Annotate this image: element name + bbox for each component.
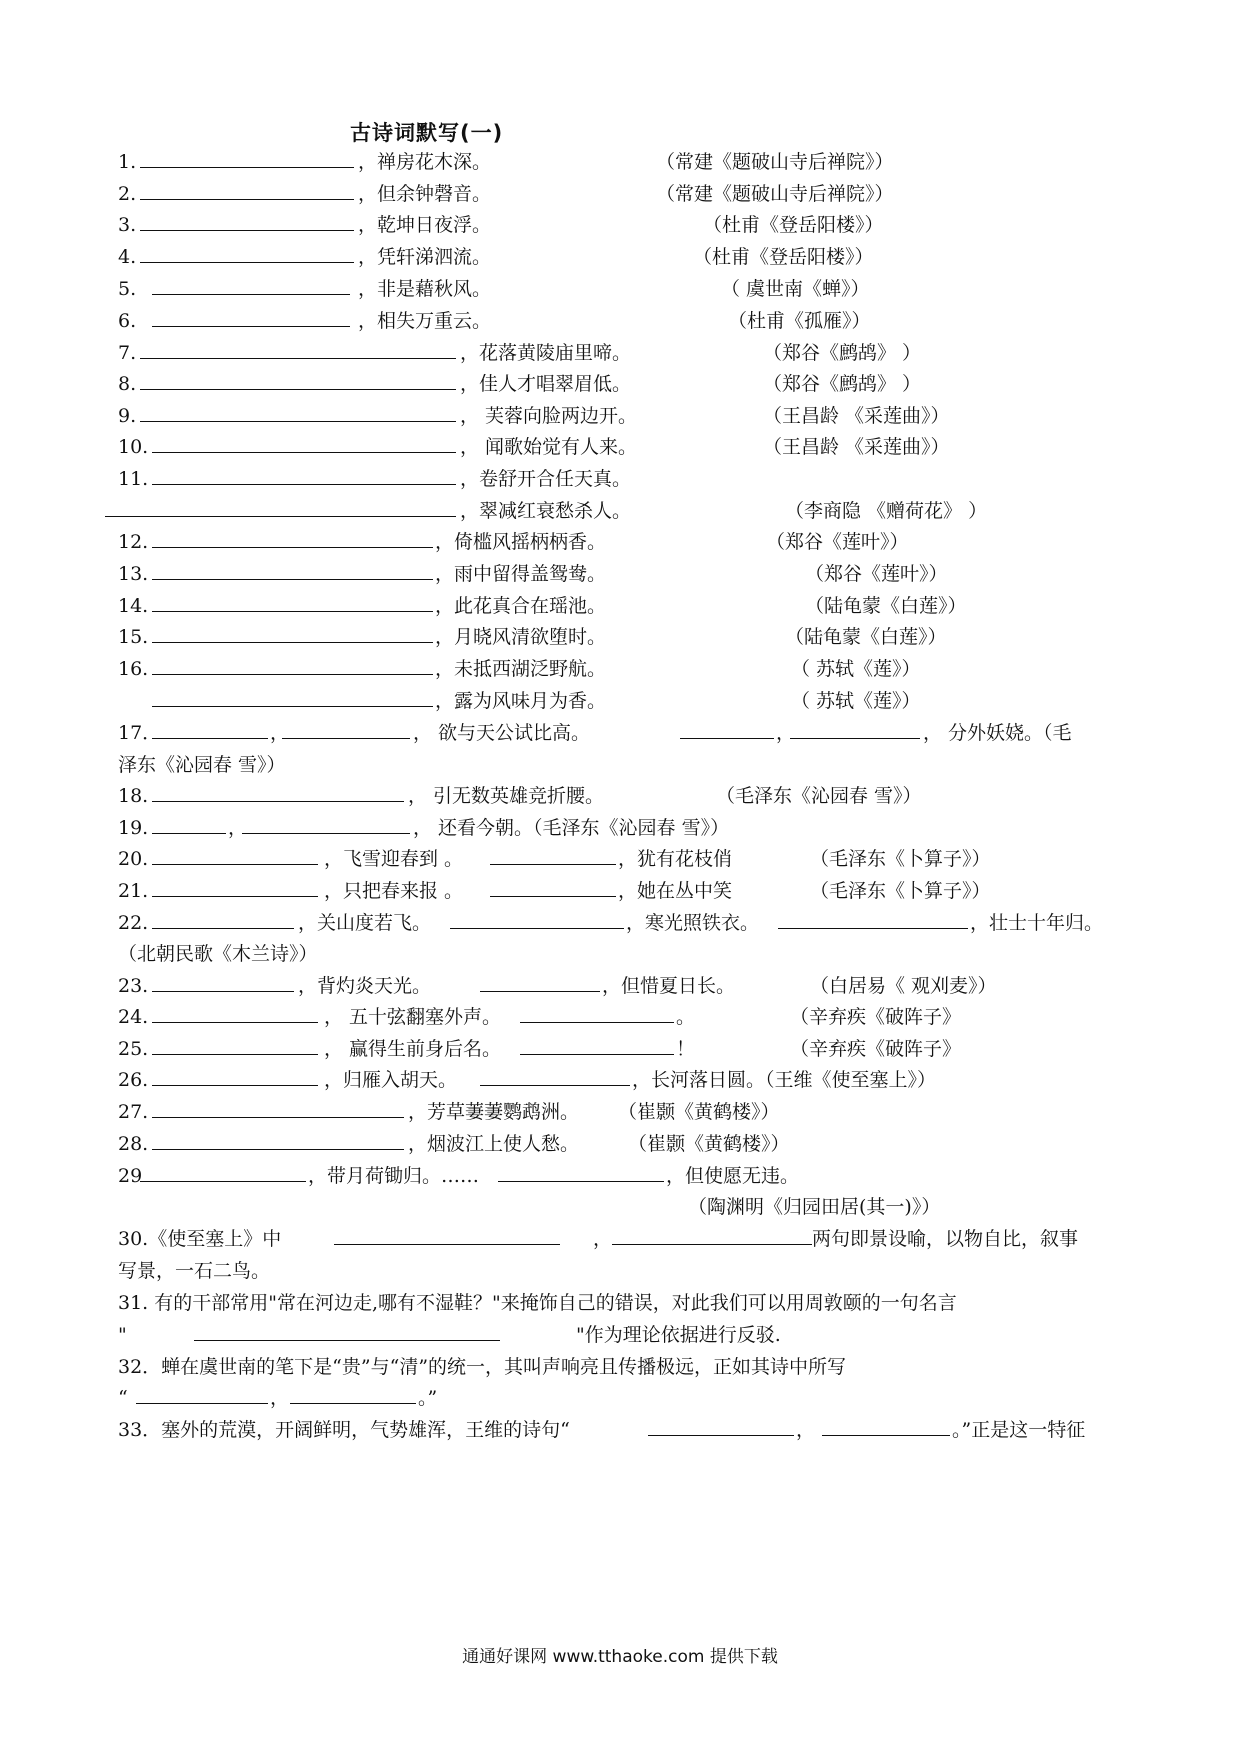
line-text: （ 苏轼《莲》） — [791, 690, 921, 712]
fill-in-blank[interactable] — [140, 389, 456, 390]
line-text: （毛泽东《沁园春 雪》） — [716, 785, 922, 807]
line-text: ，花落黄陵庙里啼。 — [460, 342, 632, 364]
document-title: 古诗词默写(一) — [350, 121, 504, 145]
fill-in-blank[interactable] — [152, 833, 226, 834]
line-text: 两句即景设喻，以物自比，叙事 — [812, 1228, 1079, 1250]
line-text: （王昌龄 《采莲曲》） — [763, 405, 950, 427]
line-text: ，带月荷锄归。…… — [308, 1165, 480, 1187]
line-text: ，犹有花枝俏 — [618, 848, 733, 870]
line-text: 17． — [118, 722, 162, 744]
line-text: ，禅房花木深。 — [358, 151, 492, 173]
line-text: （常建《题破山寺后禅院》） — [656, 151, 894, 173]
fill-in-blank[interactable] — [612, 1244, 812, 1245]
fill-in-blank[interactable] — [822, 1435, 950, 1436]
line-text: ， — [796, 1419, 816, 1441]
line-text: 32．蝉在虞世南的笔下是“贵”与“清”的统一，其叫声响亮且传播极远，正如其诗中所写 — [118, 1356, 847, 1378]
line-text: （崔颢《黄鹤楼》） — [628, 1133, 790, 1155]
exercise-line — [118, 589, 1128, 623]
exercise-line — [118, 874, 1128, 908]
line-text: ， 闻歌始觉有人来。 — [460, 436, 638, 458]
exercise-line — [118, 1063, 1128, 1097]
line-text: ，未抵西湖泛野航。 — [435, 658, 607, 680]
fill-in-blank[interactable] — [140, 262, 354, 263]
line-text: （毛泽东《卜算子》） — [810, 848, 991, 870]
line-text: 11. — [118, 468, 149, 490]
line-text: ，背灼炎天光。 — [298, 975, 432, 997]
fill-in-blank[interactable] — [152, 896, 318, 897]
line-text: "作为理论依据进行反驳. — [576, 1324, 781, 1346]
line-text: ，但使愿无违。 — [666, 1165, 800, 1187]
fill-in-blank[interactable] — [498, 1181, 664, 1182]
line-text: （杜甫《孤雁》） — [728, 310, 871, 332]
line-text: ，关山度若飞。 — [298, 912, 432, 934]
line-text: （毛泽东《卜算子》） — [810, 880, 991, 902]
exercise-line — [118, 304, 1128, 338]
line-text: ，但余钟磬音。 — [358, 183, 492, 205]
exercise-line — [118, 716, 1128, 750]
fill-in-blank[interactable] — [152, 1149, 404, 1150]
exercise-line — [118, 1318, 1128, 1352]
line-text: ， 分外妖娆。（毛 — [923, 722, 1072, 744]
fill-in-blank[interactable] — [778, 928, 968, 929]
line-text: ！ — [676, 1038, 696, 1060]
exercise-line — [118, 1127, 1128, 1161]
line-text: （李商隐 《赠荷花》 ） — [785, 500, 988, 522]
line-text: 2. — [118, 183, 137, 205]
exercise-line — [118, 145, 1128, 179]
line-text: （陆龟蒙《白莲》） — [805, 595, 967, 617]
line-text: （杜甫《登岳阳楼》） — [703, 214, 884, 236]
exercise-line — [118, 652, 1128, 686]
line-text: 33．塞外的荒漠，开阔鲜明，气势雄浑，王维的诗句“ — [118, 1419, 570, 1441]
exercise-line — [118, 1254, 1128, 1288]
line-text: （ 虞世南《蝉》） — [721, 278, 870, 300]
line-text: 8. — [118, 373, 137, 395]
line-text: ，非是藉秋风。 — [358, 278, 492, 300]
line-text: 24. — [118, 1006, 149, 1028]
line-text: 27. — [118, 1101, 149, 1123]
exercise-line — [118, 272, 1128, 306]
line-text: 。 — [676, 1006, 696, 1028]
exercise-line — [118, 430, 1128, 464]
exercise-line — [118, 1413, 1128, 1447]
fill-in-blank[interactable] — [790, 738, 920, 739]
fill-in-blank[interactable] — [140, 230, 354, 231]
fill-in-blank[interactable] — [152, 579, 433, 580]
exercise-line — [118, 1095, 1128, 1129]
line-text: （郑谷《鹧鸪》 ） — [763, 373, 922, 395]
exercise-line — [118, 240, 1128, 274]
line-text: （白居易《 观刈麦》） — [810, 975, 997, 997]
line-text: ， — [228, 817, 248, 839]
exercise-line — [118, 462, 1128, 496]
line-text: 18. — [118, 785, 149, 807]
line-text: ， 欲与天公试比高。 — [413, 722, 591, 744]
fill-in-blank[interactable] — [140, 199, 354, 200]
fill-in-blank[interactable] — [140, 421, 456, 422]
line-text: ，只把春来报 。 — [324, 880, 464, 902]
line-text: （辛弃疾《破阵子》 — [790, 1006, 962, 1028]
line-text: ， — [593, 1228, 613, 1250]
fill-in-blank[interactable] — [152, 738, 268, 739]
line-text: ，归雁入胡天。 — [324, 1069, 458, 1091]
line-text: 1. — [118, 151, 137, 173]
fill-in-blank[interactable] — [140, 1181, 306, 1182]
fill-in-blank[interactable] — [152, 864, 318, 865]
line-text: 16. — [118, 658, 149, 680]
line-text: 26. — [118, 1069, 149, 1091]
line-text: （郑谷《鹧鸪》 ） — [763, 342, 922, 364]
exercise-line — [118, 811, 1128, 845]
exercise-line — [118, 1159, 1128, 1193]
exercise-line — [118, 208, 1128, 242]
line-text: ， — [270, 722, 290, 744]
exercise-line — [118, 1286, 1128, 1320]
line-text: 20. — [118, 848, 149, 870]
line-text: 9. — [118, 405, 137, 427]
exercise-line — [118, 969, 1128, 1003]
fill-in-blank[interactable] — [152, 801, 404, 802]
line-text: ，月晓风清欲堕时。 — [435, 626, 607, 648]
fill-in-blank[interactable] — [152, 1054, 318, 1055]
fill-in-blank[interactable] — [242, 833, 410, 834]
line-text: ，她在丛中笑 — [618, 880, 733, 902]
exercise-line — [118, 684, 1128, 718]
line-text: 21. — [118, 880, 149, 902]
fill-in-blank[interactable] — [450, 928, 624, 929]
line-text: 23. — [118, 975, 149, 997]
line-text: （崔颢《黄鹤楼》） — [618, 1101, 780, 1123]
line-text: 10. — [118, 436, 149, 458]
line-text: （郑谷《莲叶》） — [766, 531, 909, 553]
line-text: 19. — [118, 817, 149, 839]
fill-in-blank[interactable] — [194, 1340, 500, 1341]
line-text: ， 引无数英雄竞折腰。 — [408, 785, 605, 807]
fill-in-blank[interactable] — [152, 1022, 318, 1023]
line-text: ， 还看今朝。（毛泽东《沁园春 雪》） — [413, 817, 730, 839]
line-text: （北朝民歌《木兰诗》） — [118, 943, 318, 965]
exercise-line — [118, 1381, 1128, 1415]
line-text: ，烟波江上使人愁。 — [408, 1133, 580, 1155]
line-text: （陶渊明《归园田居(其一)》） — [688, 1196, 941, 1218]
line-text: 写景，一石二鸟。 — [118, 1260, 271, 1282]
line-text: ，长河落日圆。（王维《使至塞上》） — [632, 1069, 937, 1091]
line-text: 6. — [118, 310, 137, 332]
line-text: ， — [270, 1387, 290, 1409]
exercise-line — [118, 557, 1128, 591]
line-text: 15. — [118, 626, 149, 648]
fill-in-blank[interactable] — [152, 326, 350, 327]
line-text: 12. — [118, 531, 149, 553]
line-text: “ — [118, 1387, 128, 1409]
line-text: ，飞雪迎春到 。 — [324, 848, 464, 870]
fill-in-blank[interactable] — [152, 294, 350, 295]
line-text: 5. — [118, 278, 137, 300]
line-text: （辛弃疾《破阵子》 — [790, 1038, 962, 1060]
fill-in-blank[interactable] — [152, 1117, 404, 1118]
line-text: ，寒光照铁衣。 — [626, 912, 760, 934]
exercise-line — [118, 1032, 1128, 1066]
exercise-line — [118, 779, 1128, 813]
line-text: 29 — [118, 1165, 143, 1187]
exercise-line — [118, 937, 1128, 971]
line-text: 31. 有的干部常用"常在河边走,哪有不湿鞋？"来掩饰自己的错误，对此我们可以用周敦颐的一句名言 — [118, 1292, 957, 1314]
line-text: ，但惜夏日长。 — [602, 975, 736, 997]
line-text: ，雨中留得盖鸳鸯。 — [435, 563, 607, 585]
line-text: ， 五十弦翻塞外声。 — [324, 1006, 502, 1028]
line-text: " — [118, 1324, 127, 1346]
line-text: （ 苏轼《莲》） — [791, 658, 921, 680]
fill-in-blank[interactable] — [136, 1403, 268, 1404]
fill-in-blank[interactable] — [152, 674, 433, 675]
exercise-line — [118, 399, 1128, 433]
line-text: 25. — [118, 1038, 149, 1060]
fill-in-blank[interactable] — [152, 928, 294, 929]
exercise-line — [118, 906, 1128, 940]
line-text: ，倚槛风摇柄柄香。 — [435, 531, 607, 553]
exercise-line — [118, 494, 1128, 528]
line-text: 13. — [118, 563, 149, 585]
page-footer: 通通好课网 www.tthaoke.com 提供下载 — [462, 1647, 778, 1667]
line-text: ，露为风味月为香。 — [435, 690, 607, 712]
exercise-line — [118, 1222, 1128, 1256]
exercise-line — [118, 367, 1128, 401]
line-text: 4. — [118, 246, 137, 268]
line-text: （郑谷《莲叶》） — [805, 563, 948, 585]
line-text: ，此花真合在瑶池。 — [435, 595, 607, 617]
fill-in-blank[interactable] — [648, 1435, 794, 1436]
exercise-line — [118, 1350, 1128, 1384]
fill-in-blank[interactable] — [152, 1085, 318, 1086]
fill-in-blank[interactable] — [480, 991, 600, 992]
fill-in-blank[interactable] — [152, 642, 433, 643]
fill-in-blank[interactable] — [520, 1022, 674, 1023]
line-text: 30.《使至塞上》中 — [118, 1228, 282, 1250]
exercise-line — [118, 525, 1128, 559]
line-text: 28. — [118, 1133, 149, 1155]
fill-in-blank[interactable] — [334, 1244, 560, 1245]
line-text: 。” — [418, 1387, 438, 1409]
line-text: ，芳草萋萋鹦鹉洲。 — [408, 1101, 580, 1123]
fill-in-blank[interactable] — [290, 1403, 416, 1404]
line-text: （陆龟蒙《白莲》） — [785, 626, 947, 648]
fill-in-blank[interactable] — [140, 358, 456, 359]
line-text: （杜甫《登岳阳楼》） — [693, 246, 874, 268]
line-text: 3. — [118, 214, 137, 236]
exercise-line — [118, 748, 1128, 782]
line-text: ，相失万重云。 — [358, 310, 492, 332]
line-text: ，壮士十年归。 — [970, 912, 1104, 934]
fill-in-blank[interactable] — [152, 991, 294, 992]
line-text: ， — [776, 722, 796, 744]
fill-in-blank[interactable] — [152, 484, 456, 485]
exercise-line — [118, 620, 1128, 654]
exercise-line — [118, 336, 1128, 370]
line-text: ，凭轩涕泗流。 — [358, 246, 492, 268]
exercise-line — [118, 842, 1128, 876]
line-text: ， 赢得生前身后名。 — [324, 1038, 502, 1060]
fill-in-blank[interactable] — [152, 611, 433, 612]
line-text: 泽东《沁园春 雪》） — [118, 754, 286, 776]
line-text: ，佳人才唱翠眉低。 — [460, 373, 632, 395]
line-text: ，卷舒开合任天真。 — [460, 468, 632, 490]
fill-in-blank[interactable] — [490, 896, 616, 897]
line-text: ，翠减红衰愁杀人。 — [460, 500, 632, 522]
line-text: （王昌龄 《采莲曲》） — [763, 436, 950, 458]
exercise-line — [118, 177, 1128, 211]
line-text: 。”正是这一特征 — [952, 1419, 1086, 1441]
fill-in-blank[interactable] — [152, 706, 433, 707]
fill-in-blank[interactable] — [282, 738, 410, 739]
line-text: 14. — [118, 595, 149, 617]
line-text: ，乾坤日夜浮。 — [358, 214, 492, 236]
fill-in-blank[interactable] — [480, 1085, 630, 1086]
fill-in-blank[interactable] — [520, 1054, 674, 1055]
exercise-line — [118, 1000, 1128, 1034]
fill-in-blank[interactable] — [152, 452, 456, 453]
fill-in-blank[interactable] — [105, 516, 456, 517]
fill-in-blank[interactable] — [490, 864, 616, 865]
fill-in-blank[interactable] — [680, 738, 774, 739]
fill-in-blank[interactable] — [140, 167, 354, 168]
line-text: 7. — [118, 342, 137, 364]
line-text: ， 芙蓉向脸两边开。 — [460, 405, 638, 427]
line-text: （常建《题破山寺后禅院》） — [656, 183, 894, 205]
exercise-line — [118, 1190, 1128, 1224]
line-text: 22. — [118, 912, 149, 934]
fill-in-blank[interactable] — [152, 547, 433, 548]
